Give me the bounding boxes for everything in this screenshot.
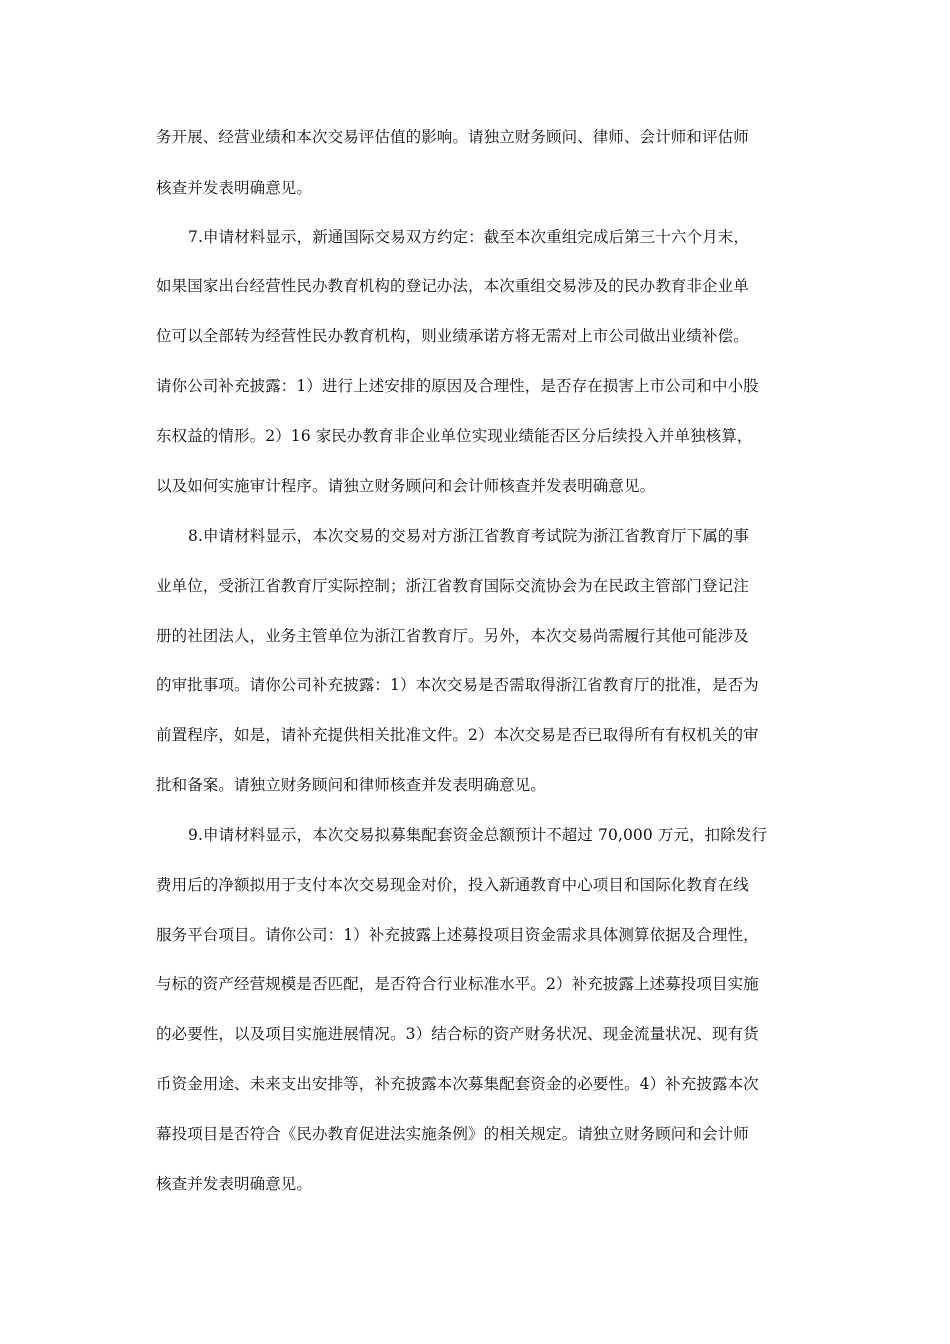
text-line: 册的社团法人，业务主管单位为浙江省教育厅。另外，本次交易尚需履行其他可能涉及 [156,627,749,645]
paragraph-9-start: 9.申请材料显示，本次交易拟募集配套资金总额预计不超过 70,000 万元，扣除发行 [188,826,768,844]
text-line: 务开展、经营业绩和本次交易评估值的影响。请独立财务顾问、律师、会计师和评估师 [156,128,749,146]
text-line: 服务平台项目。请你公司：1）补充披露上述募投项目资金需求具体测算依据及合理性， [156,926,759,944]
text-line: 的必要性，以及项目实施进展情况。3）结合标的资产财务状况、现金流量状况、现有货 [156,1025,759,1043]
text-line: 币资金用途、未来支出安排等，补充披露本次募集配套资金的必要性。4）补充披露本次 [156,1075,759,1093]
paragraph-7-start: 7.申请材料显示，新通国际交易双方约定：截至本次重组完成后第三十六个月末， [188,228,749,246]
text-line: 核查并发表明确意见。 [156,1175,313,1193]
text-line: 位可以全部转为经营性民办教育机构，则业绩承诺方将无需对上市公司做出业绩补偿。 [156,327,749,345]
text-line: 与标的资产经营规模是否匹配，是否符合行业标准水平。2）补充披露上述募投项目实施 [156,975,759,993]
text-line: 费用后的净额拟用于支付本次交易现金对价，投入新通教育中心项目和国际化教育在线 [156,876,749,894]
text-line: 前置程序，如是，请补充提供相关批准文件。2）本次交易是否已取得所有有权机关的审 [156,726,759,744]
paragraph-8-start: 8.申请材料显示，本次交易的交易对方浙江省教育考试院为浙江省教育厅下属的事 [188,527,749,545]
text-line: 请你公司补充披露：1）进行上述安排的原因及合理性，是否存在损害上市公司和中小股 [156,377,759,395]
text-line: 以及如何实施审计程序。请独立财务顾问和会计师核查并发表明确意见。 [156,477,656,495]
text-line: 幕投项目是否符合《民办教育促进法实施条例》的相关规定。请独立财务顾问和会计师 [156,1125,749,1143]
text-line: 核查并发表明确意见。 [156,179,313,197]
text-line: 的审批事项。请你公司补充披露：1）本次交易是否需取得浙江省教育厅的批准，是否为 [156,676,759,694]
text-line: 东权益的情形。2）16 家民办教育非企业单位实现业绩能否区分后续投入并单独核算， [156,427,753,445]
text-line: 业单位，受浙江省教育厅实际控制；浙江省教育国际交流协会为在民政主管部门登记注 [156,577,749,595]
text-line: 如果国家出台经营性民办教育机构的登记办法，本次重组交易涉及的民办教育非企业单 [156,277,749,295]
text-line: 批和备案。请独立财务顾问和律师核查并发表明确意见。 [156,776,547,794]
